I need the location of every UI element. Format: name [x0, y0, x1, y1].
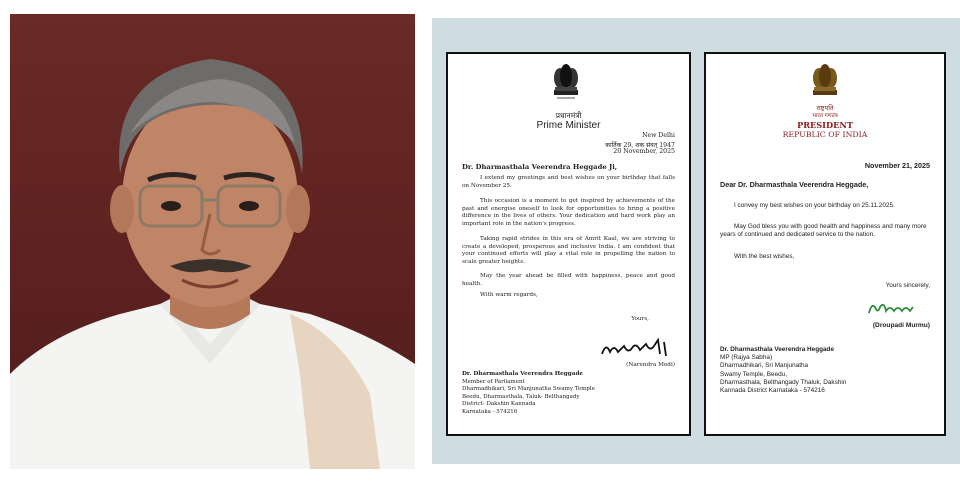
address-line: Swamy Temple, Beedu,	[720, 370, 788, 378]
pm-paragraph: This occasion is a moment to get inspired by achievements of the past and energise oneself to look for opportunities to bring a positive difference in the lives of others. Your dedication and hard work play an important role in the nation's progress.	[462, 198, 675, 227]
president-salutation: Dear Dr. Dharmasthala Veerendra Heggade,	[720, 180, 869, 189]
address-line: Dharmadhikari, Sri Manjunatha Swamy Temple	[462, 386, 595, 393]
address-line: District- Dakshin Kannada	[462, 401, 536, 408]
address-line: Beedu, Dharmasthala, Taluk- Belthangady	[462, 393, 580, 400]
pm-signatory: (Narendra Modi)	[626, 362, 675, 368]
address-line: Kannada District Karnataka - 574216	[720, 387, 825, 395]
portrait-illustration	[10, 14, 415, 469]
president-closing: Yours sincerely,	[885, 282, 930, 289]
portrait-photo	[10, 14, 415, 469]
president-hindi-title: राष्ट्रपति	[816, 104, 834, 112]
pm-letter-date: 20 November, 2025	[613, 148, 675, 155]
pm-letter-hindi-date: कार्तिक 29, शक संवत् 1947	[605, 142, 675, 149]
president-hindi-subtitle: भारत गणतंत्र	[812, 113, 838, 119]
pm-paragraph: I extend my greetings and best wishes on your birthday that falls on November 25.	[462, 175, 675, 189]
national-emblem-icon	[810, 60, 840, 100]
president-signatory: (Droupadi Murmu)	[872, 322, 930, 329]
address-line: Karnataka - 574216	[462, 408, 518, 415]
national-emblem-icon	[551, 60, 581, 100]
president-title: PRESIDENT	[797, 120, 853, 130]
pm-salutation: Dr. Dharmasthala Veerendra Heggade Ji,	[462, 163, 618, 171]
pm-letter	[446, 52, 691, 436]
pm-regards: With warm regards,	[480, 292, 538, 298]
pm-paragraph: Taking rapid strides in this era of Amrit Kaal, we are striving to create a developed, prosperous and inclusive India. I am confident that your continued efforts will play a vital role in propelling the nation to scale greater heights.	[462, 236, 675, 265]
pm-letter-place: New Delhi	[642, 132, 675, 139]
president-letter	[704, 52, 946, 436]
letters-panel	[432, 18, 960, 464]
president-subtitle: REPUBLIC OF INDIA	[782, 130, 868, 139]
pm-paragraph: May the year ahead be filled with happiness, peace and good health.	[462, 273, 675, 287]
address-line: MP (Rajya Sabha)	[720, 354, 773, 362]
address-line: Member of Parliament	[462, 378, 525, 385]
address-line: Dharmadhikari, Sri Manjunatha	[720, 362, 809, 370]
pm-title: Prime Minister	[536, 120, 601, 131]
president-paragraph: I convey my best wishes on your birthday on 25.11.2025.	[734, 202, 895, 209]
pm-hindi-title: प्रधानमंत्री	[555, 111, 582, 120]
address-line: Dr. Dharmasthala Veerendra Heggade	[462, 371, 584, 377]
president-letter-date: November 21, 2025	[864, 161, 930, 170]
pm-signature	[598, 336, 670, 360]
president-paragraph: May God bless you with good health and happiness and many more years of continued and dedicated service to the nation.	[720, 223, 927, 239]
address-line: Dharmasthala, Belthangady Thaluk, Dakshin	[720, 378, 847, 386]
president-paragraph: With the best wishes,	[734, 253, 795, 260]
president-signature	[866, 299, 916, 317]
address-line: Dr. Dharmasthala Veerendra Heggade	[720, 346, 835, 353]
president-recipient-address	[720, 346, 846, 395]
pm-recipient-address	[462, 371, 595, 417]
pm-closing: Yours,	[631, 316, 649, 322]
